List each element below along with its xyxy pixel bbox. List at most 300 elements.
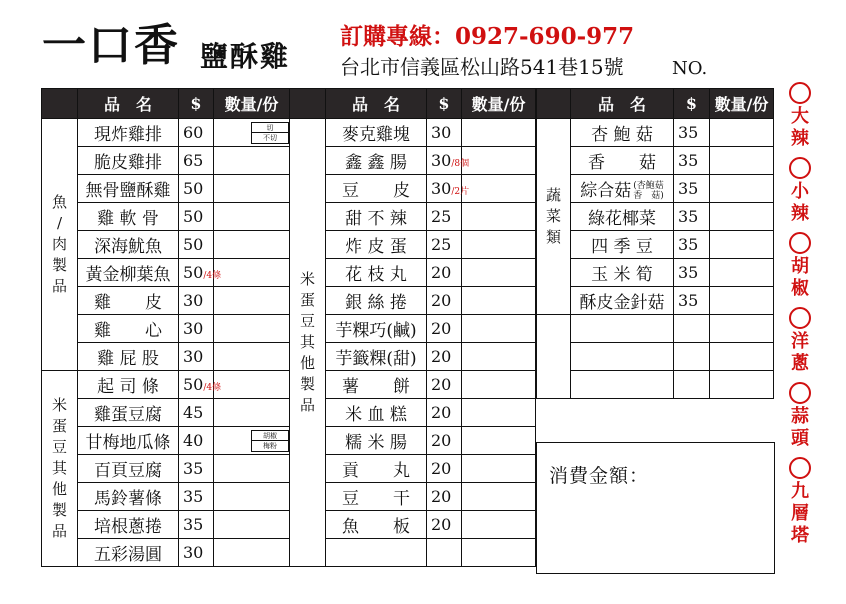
price-value: 20 (431, 319, 452, 338)
item-name-text: 花 枝 丸 (345, 265, 407, 285)
item-name-text: 雞蛋豆腐 (94, 405, 162, 425)
item-name (326, 343, 427, 371)
column-header-price: $ (674, 89, 710, 119)
item-name-note: (杏鮑菇 香 菇) (633, 181, 664, 202)
item-price (179, 315, 214, 343)
table-row (42, 483, 290, 511)
column-header-category (42, 89, 78, 119)
item-name (326, 427, 427, 455)
table-row (290, 371, 536, 399)
item-quantity-input[interactable] (462, 175, 536, 203)
item-name (78, 455, 179, 483)
item-quantity-input[interactable] (214, 371, 290, 399)
category-char: 品 (299, 396, 315, 414)
item-price (674, 259, 710, 287)
checkbox-circle-icon[interactable] (789, 82, 811, 104)
seasoning-label-char: 洋 (791, 331, 809, 352)
price-value: 50 (183, 235, 204, 254)
item-name (326, 259, 427, 287)
seasoning-option[interactable] (787, 457, 813, 547)
item-name-text: 炸 皮 蛋 (345, 237, 407, 257)
table-row (290, 539, 536, 567)
item-name-text: 雞 皮 (94, 293, 162, 313)
seasoning-options (787, 82, 813, 554)
category-char: 魚 (51, 193, 67, 211)
shop-address: 台北市信義區松山路541巷15號 (340, 55, 624, 79)
item-price (427, 399, 462, 427)
item-price (427, 539, 462, 567)
checkbox-circle-icon[interactable] (789, 382, 811, 404)
price-value: 20 (431, 375, 452, 394)
option-box[interactable]: 切 (251, 122, 289, 133)
item-name (326, 483, 427, 511)
item-name (571, 259, 674, 287)
item-name (78, 315, 179, 343)
price-value: 35 (678, 207, 699, 226)
table-row (290, 399, 536, 427)
item-name (571, 343, 674, 371)
option-box[interactable]: 不切 (251, 132, 289, 144)
item-quantity-input[interactable] (710, 147, 774, 175)
table-row (537, 315, 774, 343)
table-row (290, 511, 536, 539)
price-value: 30 (183, 543, 204, 562)
category-char: 品 (51, 522, 67, 540)
item-price (427, 455, 462, 483)
item-quantity-input[interactable] (214, 231, 290, 259)
checkbox-circle-icon[interactable] (789, 232, 811, 254)
item-name (78, 483, 179, 511)
item-name-text: 馬鈴薯條 (94, 489, 162, 509)
price-value: 30 (431, 179, 452, 198)
item-price (674, 119, 710, 147)
price-value: 20 (431, 459, 452, 478)
order-hotline: 訂購專線：0927-690-977 (340, 23, 635, 50)
item-price (179, 203, 214, 231)
table-row (42, 427, 290, 455)
category-char: 米 (51, 396, 67, 414)
item-quantity-input[interactable] (710, 119, 774, 147)
price-value: 60 (183, 123, 204, 142)
table-row (537, 203, 774, 231)
item-quantity-input[interactable] (462, 343, 536, 371)
item-price (427, 511, 462, 539)
item-name-text: 甘梅地瓜條 (85, 433, 171, 453)
seasoning-label-char: 層 (791, 503, 809, 524)
column-header-quantity: 數量/份 (214, 89, 290, 119)
total-amount-label: 消費金額： (549, 465, 650, 487)
item-name-text: 豆 皮 (342, 181, 410, 201)
seasoning-label-char: 小 (791, 181, 809, 202)
column-header-category (537, 89, 571, 119)
item-quantity-input[interactable] (462, 119, 536, 147)
item-price (427, 427, 462, 455)
table-row (42, 315, 290, 343)
category-char: 豆 (51, 438, 67, 456)
item-quantity-input[interactable] (214, 539, 290, 567)
item-name (78, 203, 179, 231)
table-row (290, 203, 536, 231)
category-rice-egg-tofu (290, 119, 326, 567)
item-name (78, 231, 179, 259)
price-value: 20 (431, 403, 452, 422)
item-name-text: 起 司 條 (97, 377, 159, 397)
item-name (326, 147, 427, 175)
price-value: 35 (183, 487, 204, 506)
item-name (571, 231, 674, 259)
item-price (179, 455, 214, 483)
table-row (42, 511, 290, 539)
category-char: 他 (51, 480, 67, 498)
item-name (326, 231, 427, 259)
table-row (290, 259, 536, 287)
table-row (42, 343, 290, 371)
seasoning-option[interactable] (787, 382, 813, 450)
item-price (674, 371, 710, 399)
item-quantity-input[interactable] (710, 231, 774, 259)
item-name-text: 貢 丸 (342, 461, 410, 481)
seasoning-label-char: 辣 (791, 128, 809, 149)
item-price (179, 287, 214, 315)
item-quantity-input[interactable] (214, 203, 290, 231)
price-value: 30 (183, 291, 204, 310)
category-char: 品 (51, 277, 67, 295)
item-quantity-input[interactable] (214, 147, 290, 175)
item-name (78, 147, 179, 175)
item-quantity-input[interactable] (214, 399, 290, 427)
item-name (78, 511, 179, 539)
item-quantity-input[interactable] (462, 483, 536, 511)
category-char: 蔬 (545, 186, 561, 204)
item-price (674, 315, 710, 343)
item-name (326, 371, 427, 399)
seasoning-label-char: 胡 (791, 256, 809, 277)
item-name-text: 甜 不 辣 (345, 209, 407, 229)
seasoning-option[interactable] (787, 232, 813, 300)
table-row (290, 315, 536, 343)
item-quantity-input[interactable] (462, 427, 536, 455)
table-row (537, 287, 774, 315)
item-name-text: 香 菇 (588, 153, 656, 173)
item-price (179, 399, 214, 427)
category-char: 肉 (51, 235, 67, 253)
category-char: 製 (299, 375, 315, 393)
item-name (571, 203, 674, 231)
item-price (427, 175, 470, 203)
category-rice-egg-tofu (42, 371, 78, 567)
item-name (78, 119, 179, 147)
item-name (326, 539, 427, 567)
item-quantity-input[interactable] (214, 511, 290, 539)
table-row (290, 119, 536, 147)
category-char: 豆 (299, 312, 315, 330)
table-row (290, 427, 536, 455)
item-name (326, 511, 427, 539)
item-name (571, 287, 674, 315)
category-char: 米 (299, 270, 315, 288)
table-row (290, 147, 536, 175)
item-name-text: 現炸雞排 (94, 125, 162, 145)
item-name (571, 371, 674, 399)
price-value: 35 (678, 179, 699, 198)
item-quantity-input[interactable] (462, 399, 536, 427)
item-name-text: 綠花椰菜 (588, 209, 656, 229)
price-unit: /8個 (451, 159, 470, 169)
category-empty (537, 315, 571, 399)
price-value: 20 (431, 431, 452, 450)
table-row (537, 371, 774, 399)
price-value: 35 (678, 123, 699, 142)
item-name (571, 315, 674, 343)
item-name (78, 343, 179, 371)
seasoning-label-char: 蒜 (791, 406, 809, 427)
price-value: 30 (431, 123, 452, 142)
table-row (290, 483, 536, 511)
item-name (78, 399, 179, 427)
item-quantity-input[interactable] (710, 259, 774, 287)
item-price (179, 511, 214, 539)
item-name-text: 米 血 糕 (345, 405, 407, 425)
item-price (179, 147, 214, 175)
category-fish-meat (42, 119, 78, 371)
category-vegetables (537, 119, 571, 315)
item-name (78, 371, 179, 399)
item-price (427, 483, 462, 511)
item-price (427, 119, 462, 147)
item-quantity-input[interactable] (462, 259, 536, 287)
table-row (290, 287, 536, 315)
category-char: 蛋 (299, 291, 315, 309)
category-char: 製 (51, 501, 67, 519)
item-quantity-input[interactable] (710, 371, 774, 399)
table-row (42, 259, 290, 287)
table-row (42, 147, 290, 175)
price-value: 35 (678, 235, 699, 254)
item-name-text: 綜合菇 (580, 180, 632, 201)
seasoning-label-char: 大 (791, 106, 809, 127)
item-quantity-input[interactable] (710, 343, 774, 371)
column-header-quantity: 數量/份 (710, 89, 774, 119)
table-row (42, 231, 290, 259)
item-name (78, 287, 179, 315)
item-quantity-input[interactable] (462, 231, 536, 259)
item-name-text: 芋粿巧(鹹) (335, 321, 417, 341)
checkbox-circle-icon[interactable] (789, 157, 811, 179)
item-quantity-input[interactable] (214, 343, 290, 371)
item-price (179, 343, 214, 371)
item-name-text: 銀 絲 捲 (345, 293, 407, 313)
item-name-text: 無骨鹽酥雞 (85, 181, 171, 201)
item-name-text: 麥克雞塊 (342, 125, 410, 145)
seasoning-option[interactable] (787, 82, 813, 150)
price-value: 20 (431, 263, 452, 282)
brand-name: 一口香 (42, 20, 180, 71)
category-char: 類 (545, 228, 561, 246)
item-quantity-input[interactable] (462, 539, 536, 567)
price-value: 35 (678, 263, 699, 282)
item-quantity-input[interactable] (462, 315, 536, 343)
seasoning-option[interactable] (787, 157, 813, 225)
item-price (179, 119, 214, 147)
price-value: 30 (183, 347, 204, 366)
item-name-text: 魚 板 (342, 517, 410, 537)
price-value: 45 (183, 403, 204, 422)
table-row (42, 455, 290, 483)
item-price (179, 371, 222, 399)
item-price (674, 231, 710, 259)
category-char: 菜 (545, 207, 561, 225)
item-quantity-input[interactable] (462, 203, 536, 231)
seasoning-label-char: 頭 (791, 428, 809, 449)
item-price (179, 259, 222, 287)
menu-table-vegetables (536, 88, 774, 399)
table-row (537, 259, 774, 287)
category-char: 製 (51, 256, 67, 274)
item-price (427, 371, 462, 399)
item-name-text: 芋籤粿(甜) (335, 349, 417, 369)
checkbox-circle-icon[interactable] (789, 457, 811, 479)
price-value: 20 (431, 515, 452, 534)
menu-table-rice-egg-tofu (289, 88, 536, 567)
item-name-text: 糯 米 腸 (345, 433, 407, 453)
total-amount-box[interactable] (536, 442, 775, 574)
item-quantity-input[interactable] (214, 175, 290, 203)
column-header-price: $ (427, 89, 462, 119)
price-value: 35 (183, 459, 204, 478)
price-value: 25 (431, 235, 452, 254)
table-row (537, 343, 774, 371)
category-char: 蛋 (51, 417, 67, 435)
item-price (427, 203, 462, 231)
item-name-text: 薯 餅 (342, 377, 410, 397)
price-value: 20 (431, 291, 452, 310)
item-name (78, 175, 179, 203)
item-name (571, 119, 674, 147)
table-row (290, 231, 536, 259)
item-name-text: 鑫 鑫 腸 (345, 153, 407, 173)
item-name (571, 175, 674, 203)
item-quantity-input[interactable] (462, 455, 536, 483)
item-price (674, 343, 710, 371)
item-name-text: 四 季 豆 (591, 237, 653, 257)
item-quantity-input[interactable] (462, 287, 536, 315)
price-value: 65 (183, 151, 204, 170)
item-name-text: 雞 屁 股 (97, 349, 159, 369)
item-name-text: 脆皮雞排 (94, 153, 162, 173)
item-name-text: 玉 米 筍 (591, 265, 653, 285)
item-name (326, 455, 427, 483)
seasoning-option[interactable] (787, 307, 813, 375)
item-quantity-input[interactable] (214, 427, 290, 455)
item-price (179, 231, 214, 259)
item-quantity-input[interactable] (462, 371, 536, 399)
item-quantity-input[interactable] (710, 203, 774, 231)
price-value: 50 (183, 263, 204, 282)
table-row (290, 175, 536, 203)
item-name (571, 147, 674, 175)
item-name-text: 百頁豆腐 (94, 461, 162, 481)
item-quantity-input[interactable] (214, 455, 290, 483)
table-row (42, 287, 290, 315)
item-quantity-input[interactable] (710, 175, 774, 203)
item-price (179, 427, 214, 455)
item-name (326, 287, 427, 315)
table-row (42, 399, 290, 427)
table-row (537, 119, 774, 147)
seasoning-label-char: 蔥 (791, 353, 809, 374)
item-name (78, 259, 179, 287)
item-quantity-input[interactable] (214, 119, 290, 147)
item-price (427, 343, 462, 371)
price-value: 35 (678, 151, 699, 170)
item-name-text: 杏 鮑 菇 (591, 125, 653, 145)
item-price (674, 147, 710, 175)
item-name (78, 427, 179, 455)
table-row (42, 175, 290, 203)
seasoning-label-char: 辣 (791, 203, 809, 224)
item-quantity-input[interactable] (214, 483, 290, 511)
column-header-category (290, 89, 326, 119)
item-price (674, 175, 710, 203)
price-unit: /2片 (451, 187, 470, 197)
checkbox-circle-icon[interactable] (789, 307, 811, 329)
seasoning-label-char: 椒 (791, 278, 809, 299)
column-header-name: 品 名 (326, 89, 427, 119)
column-header-name: 品 名 (571, 89, 674, 119)
item-quantity-input[interactable] (710, 315, 774, 343)
table-row (42, 203, 290, 231)
item-price (427, 315, 462, 343)
item-name (326, 399, 427, 427)
item-quantity-input[interactable] (214, 315, 290, 343)
price-value: 25 (431, 207, 452, 226)
order-number-label: NO. (672, 58, 708, 79)
item-quantity-input[interactable] (462, 511, 536, 539)
seasoning-label-char: 九 (791, 481, 809, 502)
item-name (78, 539, 179, 567)
item-name-text: 雞 心 (94, 321, 162, 341)
item-price (427, 259, 462, 287)
table-row (42, 371, 290, 399)
item-name-text: 培根蔥捲 (94, 517, 162, 537)
item-name-text: 深海魷魚 (94, 237, 162, 257)
item-price (427, 287, 462, 315)
table-row (537, 231, 774, 259)
price-value: 35 (183, 515, 204, 534)
price-value: 30 (183, 319, 204, 338)
column-header-quantity: 數量/份 (462, 89, 536, 119)
price-value: 50 (183, 179, 204, 198)
item-price (179, 175, 214, 203)
brand-subtitle: 鹽酥雞 (200, 40, 291, 73)
item-price (427, 147, 470, 175)
item-quantity-input[interactable] (462, 147, 536, 175)
price-value: 35 (678, 291, 699, 310)
option-box[interactable]: 梅粉 (251, 440, 289, 452)
item-price (179, 539, 214, 567)
category-char: 他 (299, 354, 315, 372)
item-quantity-input[interactable] (214, 259, 290, 287)
item-name-text: 五彩湯圓 (94, 545, 162, 565)
item-name-text: 雞 軟 骨 (97, 209, 159, 229)
option-box[interactable]: 胡椒 (251, 430, 289, 441)
column-header-name: 品 名 (78, 89, 179, 119)
price-value: 30 (431, 151, 452, 170)
item-quantity-input[interactable] (710, 287, 774, 315)
category-char: / (56, 214, 63, 232)
item-quantity-input[interactable] (214, 287, 290, 315)
item-price (427, 231, 462, 259)
